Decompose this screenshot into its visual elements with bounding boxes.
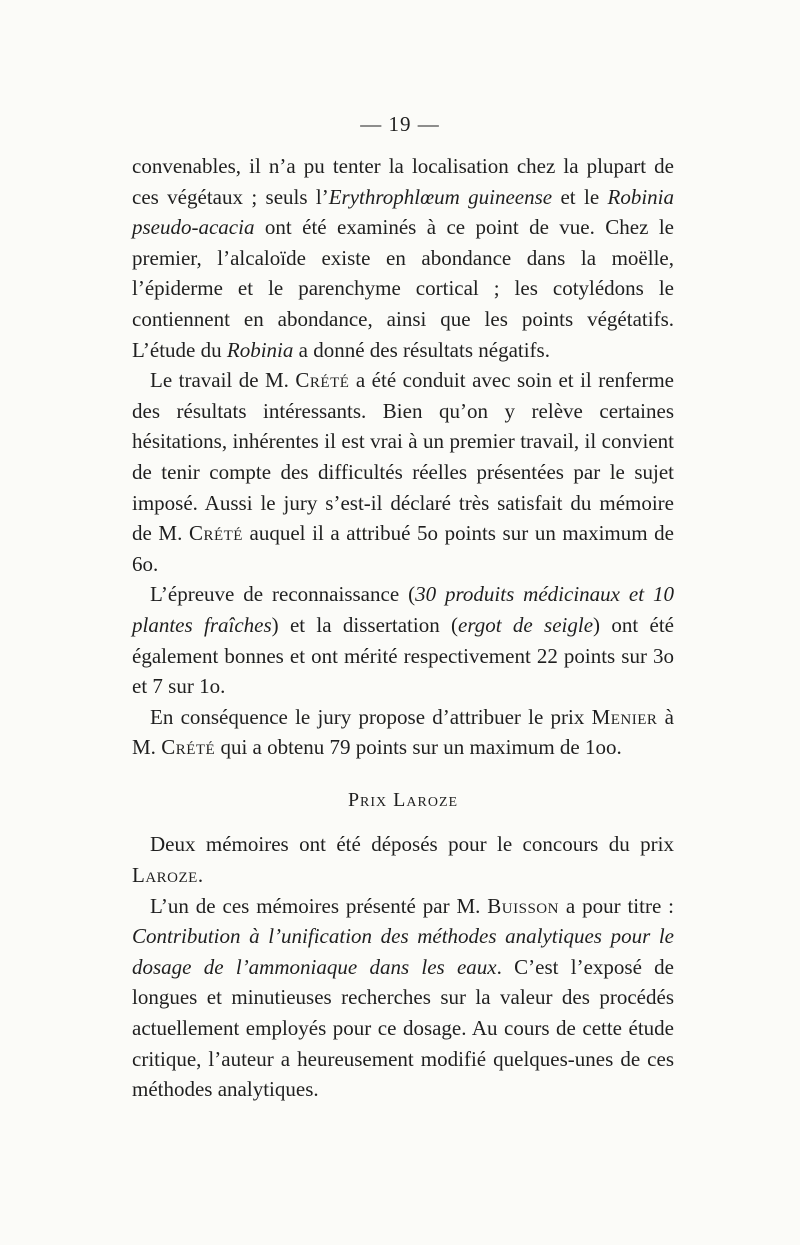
text-run: à M.: [132, 704, 674, 760]
paragraph-6: [132, 891, 674, 1105]
person-name: Crété: [295, 368, 350, 393]
body-text: [132, 151, 674, 1105]
species-name: Robinia: [226, 337, 294, 362]
page-number: — 19 —: [360, 112, 440, 136]
paragraph-3: [132, 579, 674, 701]
text-run: et le: [552, 184, 608, 209]
text-run: L’épreuve de reconnaissance (: [150, 582, 416, 607]
paragraph-4: [132, 702, 674, 763]
person-name: Crété: [188, 521, 243, 546]
species-name: Robinia pseudo-acacia: [132, 184, 674, 240]
text-run: a donné des résultats négatifs.: [293, 337, 550, 362]
text-run: L’un de ces mémoires présenté par M.: [150, 893, 488, 918]
text-run: . C’est l’exposé de longues et minutieuses recherches sur la valeur des procédés actuellement employés pour ce dosage. Au cours de cette étude critique, l’auteur a heureusement modifié quelques-unes de ces méthodes analytiques.: [132, 954, 674, 1102]
text-run: auquel il a attribué 5o points sur un maximum de 6o.: [132, 521, 674, 576]
text-run: ) et la dissertation (: [271, 612, 459, 637]
text-run: ) ont été également bonnes et ont mérité respectivement 22 points sur 3o et 7 sur 1o.: [132, 612, 674, 699]
text-run: Le travail de M.: [150, 368, 296, 393]
italic-run: 30 produits médicinaux et 10 plantes fraîches: [132, 582, 675, 637]
person-name: Buisson: [487, 893, 559, 918]
text-run: Deux mémoires ont été déposés pour le concours du prix: [150, 832, 674, 857]
text-run: En conséquence le jury propose d’attribuer le prix: [150, 704, 592, 729]
paragraph-2: [132, 365, 674, 579]
text-run: .: [197, 863, 204, 888]
prize-name: Menier: [591, 704, 658, 729]
text-run: ont été examinés à ce point de vue. Chez le premier, l’alcaloïde existe en abondance dans la moëlle, l’épiderme et le parenchyme cortical ; les cotylédons le contiennent en abondance, ainsi que les points végétatifs. L’étude du: [132, 215, 674, 362]
section-title: Prix Laroze: [347, 788, 459, 811]
text-run: convenables, il n’a pu tenter la localisation chez la plupart de ces végétaux ; seuls l’: [132, 154, 674, 209]
text-run: a été conduit avec soin et il renferme des résultats intéressants. Bien qu’on y relève certaines hésitations, inhérentes il est vrai à un premier travail, il convient de tenir compte des difficultés réelles présentées par le sujet imposé. Aussi le jury s’est-il déclaré très satisfait du mémoire de M.: [132, 368, 675, 546]
person-name: Crété: [161, 735, 216, 760]
text-run: a pour titre :: [558, 893, 674, 918]
paragraph-5: [132, 829, 674, 890]
paragraph-1: [132, 151, 674, 365]
species-name: Erythrophlœum guineense: [328, 184, 553, 209]
text-run: qui a obtenu 79 points sur un maximum de 1oo.: [215, 735, 622, 760]
prize-name: Laroze: [132, 863, 198, 888]
memoir-title: Contribution à l’unification des méthodes analytiques pour le dosage de l’ammoniaque dans les eaux: [132, 924, 674, 979]
italic-run: ergot de seigle: [458, 612, 594, 637]
